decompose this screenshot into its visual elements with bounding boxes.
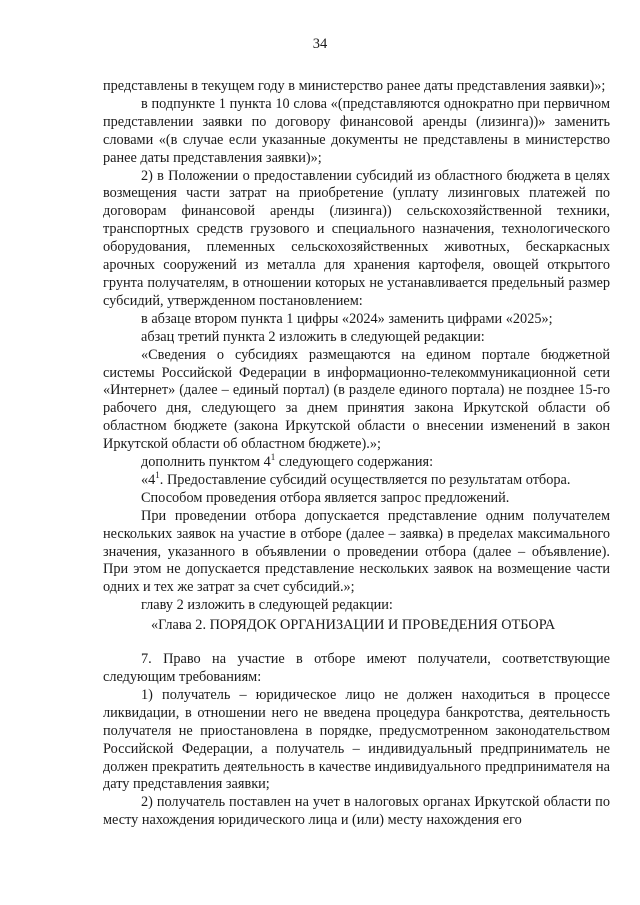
paragraph: 2) в Положении о предоставлении субсидий из областного бюджета в целях возмещения части затрат на приобретение (уплату лизинговых платежей по договорам финансовой аренды (лизинга)) сельскохозяйственной техники, транспортных средств грузового и специального назначения, технологического оборудования, племенных сельскохозяйственных животных, бескаркасных арочных сооружений из металла для хранения картофеля, овощей открытого грунта получателям, в отношении которых не устанавливается предельный размер субсидий, утвержденном постановлением: <box>103 167 610 309</box>
paragraph: Способом проведения отбора является запрос предложений. <box>141 489 510 506</box>
paragraph: При проведении отбора допускается представление одним получателем нескольких заявок на участие в отборе (далее – заявка) в пределах максимального значения, указанного в объявлении о проведении отбора (далее – объявление). При этом не допускается представление нескольких заявок на возмещение части одних и тех же затрат за счет субсидий.»; <box>103 507 610 596</box>
page-number: 34 <box>312 36 328 52</box>
text-fragment: «4 <box>141 471 156 488</box>
superscript: 1 <box>270 452 276 463</box>
paragraph-point-4-1 <box>103 472 610 490</box>
text-fragment: следующего содержания: <box>275 454 434 471</box>
paragraph: абзац третий пункта 2 изложить в следующей редакции: <box>141 328 485 345</box>
paragraph: в абзаце втором пункта 1 цифры «2024» заменить цифрами «2025»; <box>141 310 553 327</box>
paragraph: 1) получатель – юридическое лицо не должен находиться в процессе ликвидации, в отношении него не введена процедура банкротства, деятельность получателя не приостановлена в порядке, предусмотренном законодательством Российской Федерации, а получатель – индивидуальный предприниматель не должен прекратить деятельность в качестве индивидуального предпринимателя на дату представления заявки; <box>103 686 610 793</box>
text-fragment: дополнить пунктом 4 <box>141 454 271 471</box>
superscript: 1 <box>155 470 160 481</box>
text-fragment: . Предоставление субсидий осуществляется по результатам отбора. <box>159 471 571 488</box>
document-body <box>103 78 610 830</box>
chapter-heading: «Глава 2. ПОРЯДОК ОРГАНИЗАЦИИ И ПРОВЕДЕНИЯ ОТБОРА <box>151 617 556 634</box>
paragraph: главу 2 изложить в следующей редакции: <box>141 597 393 614</box>
paragraph: «Сведения о субсидиях размещаются на едином портале бюджетной системы Российской Федерации в информационно-телекоммуникационной сети «Интернет» (далее – единый портал) (в разделе единого портала) не позднее 15-го рабочего дня, следующего за днем принятия закона Иркутской области об областном бюджете (закона Иркутской области о внесении изменений в закон Иркутской области об областном бюджете).»; <box>103 346 610 453</box>
paragraph-add-point <box>103 454 610 472</box>
paragraph: представлены в текущем году в министерство ранее даты представления заявки)»; <box>103 78 606 94</box>
paragraph: 7. Право на участие в отборе имеют получатели, соответствующие следующим требованиям: <box>103 651 610 685</box>
paragraph: 2) получатель поставлен на учет в налоговых органах Иркутской области по месту нахождения юридического лица и (или) месту нахождения его <box>103 794 610 829</box>
paragraph: в подпункте 1 пункта 10 слова «(представляются однократно при первичном представлении заявки по договору финансовой аренды (лизинга))» заменить словами «(в случае если указанные документы не представлены в министерство ранее даты представления заявки)»; <box>103 95 610 166</box>
